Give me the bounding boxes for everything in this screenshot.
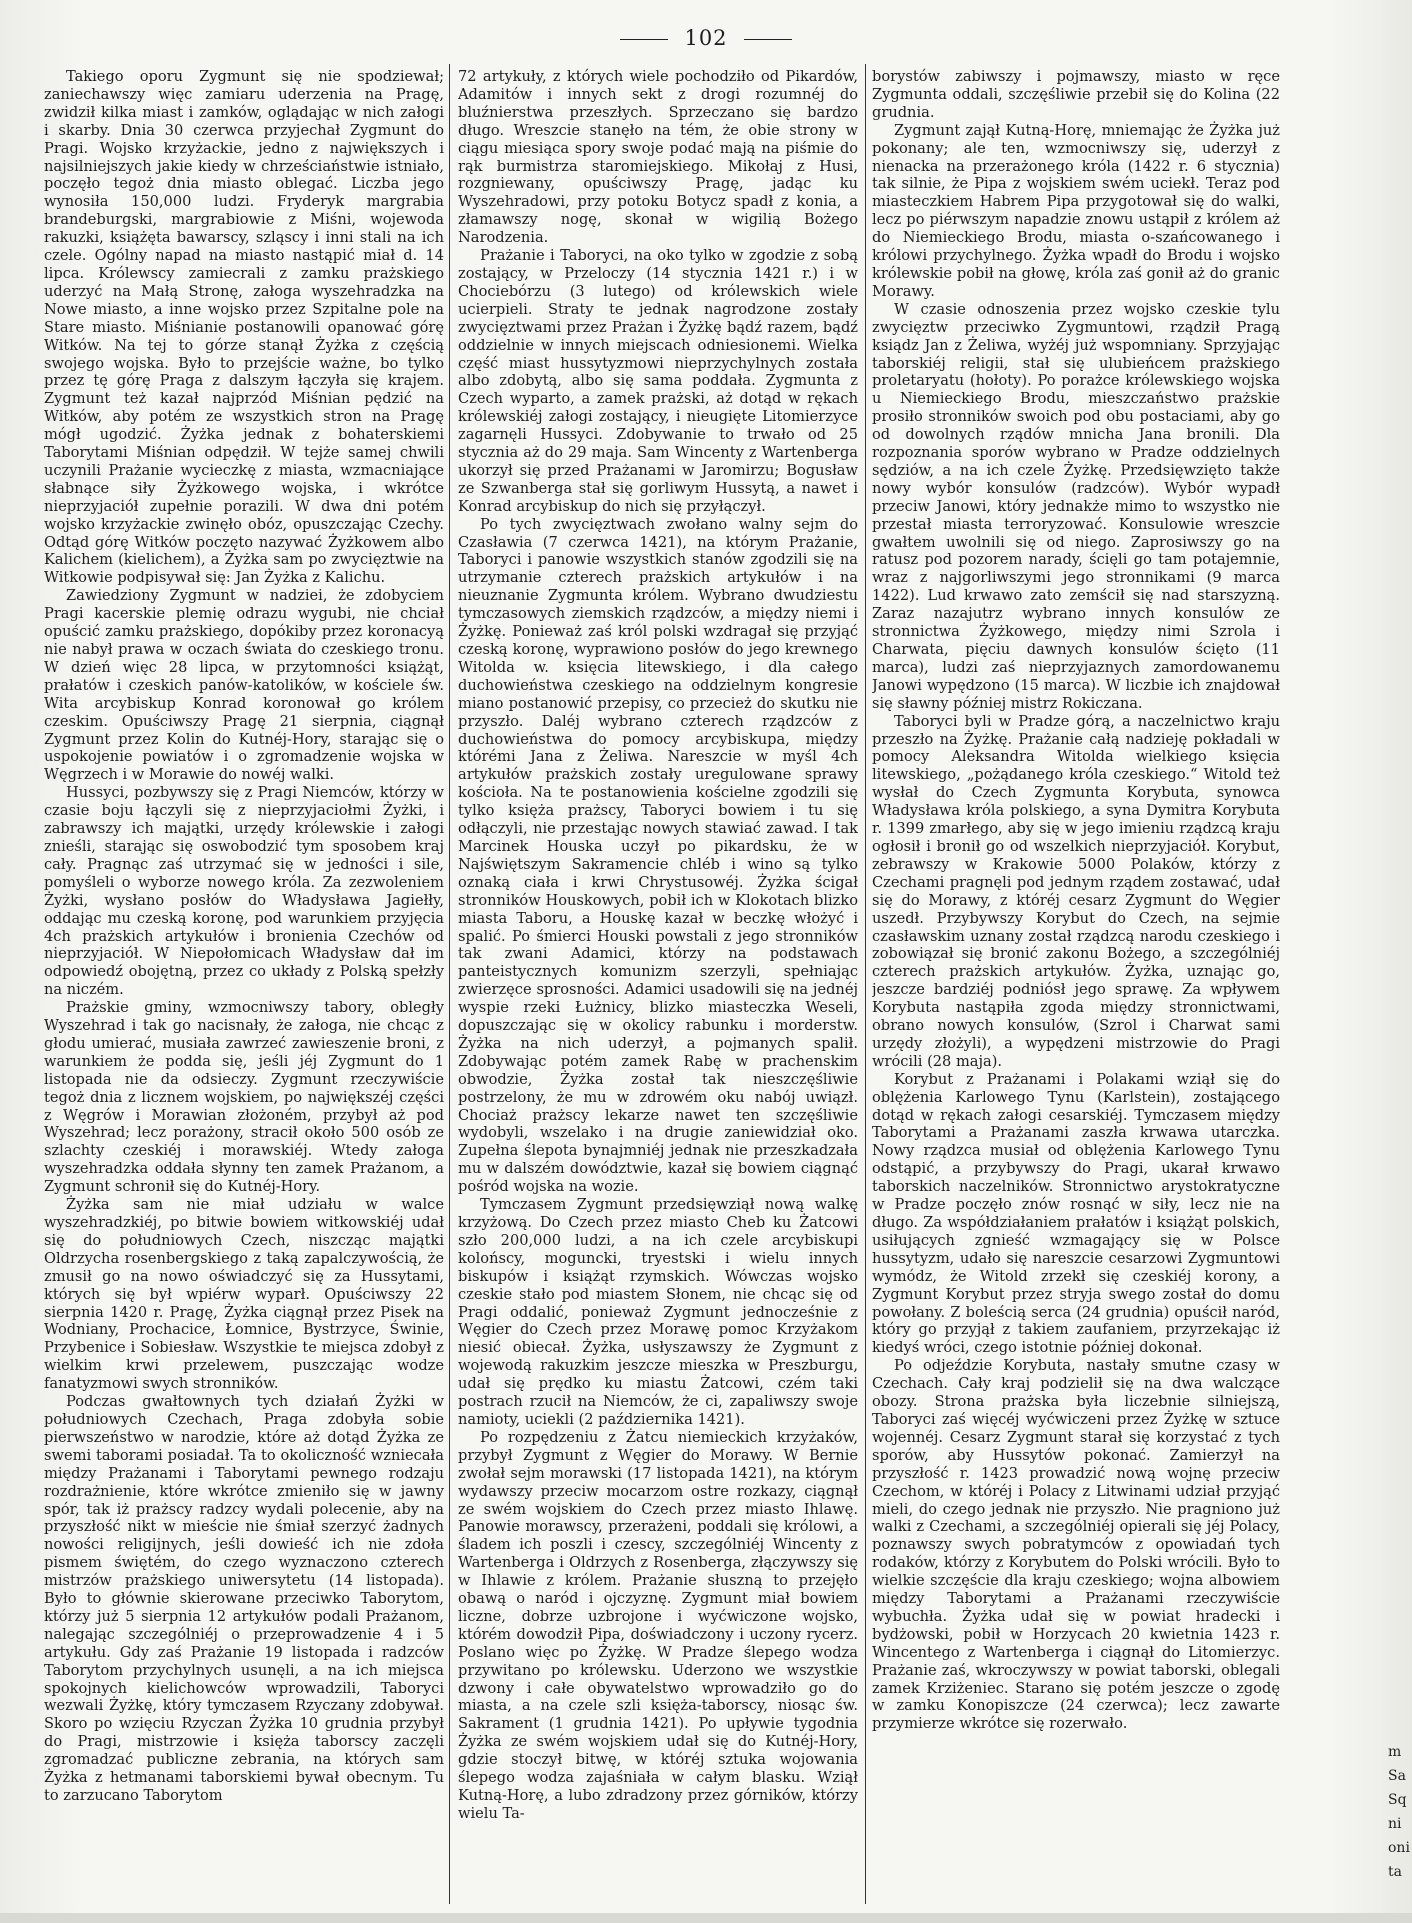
edge-fragment: Sq [1388, 1792, 1407, 1808]
page-header [0, 26, 1412, 50]
edge-fragment: oni [1388, 1840, 1410, 1856]
paragraph: Takiego oporu Zygmunt się nie spodziewał; zaniechawszy więc zamiaru uderzenia na Pragę, zwidził kilka miast i zamków, oglądając w nich załogi i skarby. Dnia 30 czerwca przyjechał Zygmunt do Pragi. Wojsko krzyżackie, jedno z największych i najsilniejszych jakie kiedy w chrześciaństwie istniało, poczęło tegoż dnia miasto oblegać. Liczba jego wynosiła 150,000 ludzi. Fryderyk margrabia brandeburgski, margrabiowie z Miśni, wojewoda rakuzki, książęta bawarscy, szląscy i inni stali na ich czele. Ogólny napad na miasto nastąpić miał d. 14 lipca. Królewscy zamiecrali z zamku prażskiego uderzyć na Małą Stronę, załoga wyszehradzka na Nowe miasto, a inne wojsko przez Szpitalne pole na Stare miasto. Miśnianie postanowili opanować górę Witków. Na tej to górze stanął Żyżka z częścią swojego wojska. Było to przejście ważne, bo tylko przez tę górę Praga z dalszym łączyła się krajem. Zygmunt też kazał najprzód Miśnian pędzić na Witków, aby potém ze wszystkich stron na Pragę mógł ugodzić. Żyżka jednak z bohaterskiemi Taborytami Miśnian odpędził. W tejże samej chwili uczynili Prażanie wycieczkę z miasta, wzmacniające słabnące siły Żyżkowego wojska, i wkrótce nieprzyjaciół zupełnie porazili. W dwa dni potém wojsko krzyżackie zwinęło obóz, opuszczając Czechy. Odtąd górę Witków poczęto nazywać Żyżkowem albo Kalichem (kielichem), a Żyżka sam po zwycięztwie na Witkowie podpisywał się: Jan Żyżka z Kalichu. [44, 68, 444, 587]
text-column-1 [44, 68, 444, 1900]
column-divider [865, 64, 866, 1904]
paragraph: Po tych zwycięztwach zwołano walny sejm do Czasławia (7 czerwca 1421), na którym Prażanie, Taboryci i panowie wszystkich stanów zgodzili się na utrzymanie czterech prażskich artykułów i na nieuznanie Zygmunta królem. Wybrano dwudziestu tymczasowych ziemskich rządzców, a między niemi i Żyżkę. Ponieważ zaś król polski wzdragał się przyjąć czeską koronę, wyprawiono posłów do jego krewnego Witolda w. księcia litewskiego, i dla całego duchowieństwa czeskiego na oddzielnym kongresie miano postanowić przepisy, co przecież do skutku nie przyszło. Daléj wybrano czterech rządzców z duchowieństwa do pomocy arcybiskupa, między którémi Jana z Żeliwa. Nareszcie w myśl 4ch artykułów prażskich zostały uregulowane sprawy kościoła. Na te postanowienia kościelne zgodzili się tylko księża prażscy, Taboryci bowiem i tu się odłączyli, nie przestając nowych stawiać zawad. I tak Marcinek Houska uczył po pikardsku, że w Najświętszym Sakramencie chléb i wino są tylko oznaką ciała i krwi Chrystusowéj. Żyżka ścigał stronników Houskowych, pobił ich w Klokotach blizko miasta Taboru, a Houskę kazał w beczkę włożyć i spalić. Po śmierci Houski powstali z jego stronników tak zwani Adamici, którzy na podstawach panteistycznych komunizm szerzyli, spełniając zwierzęce sprosności. Adamici usadowili się na jednéj wyspie rzeki Łużnicy, blizko miasteczka Weseli, dopuszczając się w okolicy rabunku i morderstw. Żyżka na nich uderzył, a pojmanych spalił. Zdobywając potém zamek Rabę w prachenskim obwodzie, Żyżka został tak nieszczęśliwie postrzelony, że mu w zdrowém oku nabój uwiązł. Chociaż prażscy lekarze nawet ten szczęśliwie wydobyli, wszelako i na drugie zaniewidział oko. Zupełna ślepota bynajmniéj jednak nie przeszkadzała mu w dalszém dowództwie, kazał się bowiem ciągnąć pośród wojska na wozie. [458, 515, 858, 1196]
header-rule-right [744, 39, 792, 40]
paragraph: Prażanie i Taboryci, na oko tylko w zgodzie z sobą zostający, w Przeloczy (14 stycznia 1421 r.) i w Chociebórzu (3 lutego) od królewskich wiele ucierpieli. Straty te jednak nagrodzone zostały zwycięztwami przez Prażan i Żyżkę bądź razem, bądź oddzielnie w innych miejscach odniesionemi. Wielka część miast hussytyzmowi nieprzychylnych została albo zdobytą, albo się sama poddała. Zygmunta z Czech wyparto, a zamek prażski, aż dotąd w rękach królewskiéj załogi zostający, i nieugięte Litomierzyce zagarnęli Hussyci. Zdobywanie to trwało od 25 stycznia aż do 29 maja. Sam Wincenty z Wartenberga ukorzył się przed Prażanami w Jaromirzu; Bogusław ze Szwanberga stał się gorliwym Hussytą, a nawet i Konrad arcybiskup do nich się przyłączył. [458, 247, 858, 515]
text-column-2 [458, 68, 858, 1900]
paragraph: Taboryci byli w Pradze górą, a naczelnictwo kraju przeszło na Żyżkę. Prażanie całą nadzieję pokładali w pomocy Aleksandra Witolda wielkiego księcia litewskiego, „pożądanego króla czeskiego.“ Witold też wysłał do Czech Zygmunta Korybuta, synowca Władysława króla polskiego, a syna Dymitra Korybuta r. 1399 zmarłego, aby się w jego imieniu rządzcą kraju ogłosił i bronił go od wszelkich nieprzyjaciół. Korybut, zebrawszy w Krakowie 5000 Polaków, którzy z Czechami pragnęli pod jednym rządem zostawać, udał się do Morawy, z któréj cesarz Zygmunt do Węgier uszedł. Przybywszy Korybut do Czech, na sejmie czasławskim uznany został rządzcą narodu czeskiego i zobowiązał się bronić zakonu Bożego, a szczególniéj czterech prażskich artykułów. Żyżka, uznając go, jeszcze bardziéj podniósł jego sprawę. Za wpływem Korybuta nastąpiła zgoda między stronnictwami, obrano nowych konsulów, (Szrol i Charwat sami urzędy złożyli), a wypędzeni mistrzowie do Pragi wrócili (28 maja). [872, 712, 1280, 1070]
text-column-3 [872, 68, 1280, 1900]
paragraph: Po odjeździe Korybuta, nastały smutne czasy w Czechach. Cały kraj podzielił się na dwa walczące obozy. Strona prażska była liczebnie silniejszą, Taboryci zaś więcéj wyćwiczeni przez Żyżkę w sztuce wojennéj. Cesarz Zygmunt starał się korzystać z tych sporów, aby Hussytów pokonać. Zamierzył na przyszłość r. 1423 prowadzić nową wojnę przeciw Czechom, w któréj i Polacy z Litwinami udział przyjąć mieli, do czego jednak nie przyszło. Nie pragniono już walki z Czechami, a szczególniéj opierali się jéj Polacy, poznawszy swych pobratymców z opowiadań tych rodaków, którzy z Korybutem do Polski wrócili. Było to wielkie szczęście dla kraju czeskiego; wojna albowiem między Taborytami a Prażanami rzeczywiście wybuchła. Żyżka udał się w powiat hradecki i bydżowski, pobił w Horzycach 20 kwietnia 1423 r. Wincentego z Wartenberga i ciągnął do Litomierzyc. Prażanie zaś, wkroczywszy w powiat taborski, oblegali zamek Krziżeniec. Starano się potém jeszcze o zgodę w zamku Konopiszcze (24 czerwca); lecz zawarte przymierze wkrótce się rozerwało. [872, 1357, 1280, 1733]
paragraph: Żyżka sam nie miał udziału w walce wyszehradzkiéj, po bitwie bowiem witkowskiéj udał się do południowych Czech, niszcząc majątki Oldrzycha rosenbergskiego z taką zapalczywością, że zmusił go na nowo oświadczyć się za Hussytami, których się był wpiérw wyparł. Opuściwszy 22 sierpnia 1420 r. Pragę, Żyżka ciągnął przez Pisek na Wodniany, Prochacice, Łomnice, Bystrzyce, Świnie, Przybenice i Sobiesław. Wszystkie te miejsca zdobył z wielkim krwi przelewem, puszczając wodze fanatyzmowi swych stronników. [44, 1196, 444, 1393]
edge-fragment: ni [1388, 1816, 1402, 1832]
edge-fragment: m [1388, 1744, 1402, 1760]
paragraph: Zygmunt zajął Kutną-Horę, mniemając że Żyżka już pokonany; ale ten, wzmocniwszy się, uderzył z nienacka na przerażonego króla (1422 r. 6 stycznia) tak silnie, że Pipa z wojskiem swém uciekł. Teraz pod miasteczkiem Habrem Pipa przygotował się do walki, lecz po piérwszym napadzie znowu ustąpił z królem aż do Niemieckiego Brodu, miasta o-szańcowanego i królowi przychylnego. Żyżka wpadł do Brodu i wojsko królewskie pobił na głowę, króla zaś gonił aż do granic Morawy. [872, 121, 1280, 300]
paragraph: Po rozpędzeniu z Żatcu niemieckich krzyżaków, przybył Zygmunt z Węgier do Morawy. W Bernie zwołał sejm morawski (17 listopada 1421), na którym wydawszy przeciw mocarzom ostre rozkazy, ciągnął ze swém wojskiem do Czech przez miasto Ihlawę. Panowie morawscy, przerażeni, poddali się królowi, a śladem ich poszli i czescy, szczególniéj Wincenty z Wartenberga i Oldrzych z Rosenberga, złączywszy się w Ihlawie z królem. Prażanie słuszną to przejęło obawą o naród i ojczyznę. Zygmunt miał bowiem liczne, dobrze uzbrojone i wyćwiczone wojsko, którém dowodził Pipa, doświadczony i uczony rycerz. Poslano więc po Żyżkę. W Pradze ślepego wodza przywitano po królewsku. Uderzono we wszystkie dzwony i całe obywatelstwo wprowadziło go do miasta, a na czele szli księża-taborscy, niosąc św. Sakrament (1 grudnia 1421). Po upływie tygodnia Żyżka ze swém wojskiem udał się do Kutnéj-Hory, gdzie stoczył bitwę, w któréj sztuka wojowania ślepego wodza zajaśniała w całym blasku. Wziął Kutną-Horę, a lubo zdradzony przez górników, którzy wielu Ta- [458, 1428, 858, 1822]
page-number: 102 [684, 26, 728, 50]
paragraph: Prażskie gminy, wzmocniwszy tabory, obległy Wyszehrad i tak go nacisnały, że załoga, nie chcąc z głodu umierać, musiała zawrzeć zawieszenie broni, z warunkiem że podda się, jeśli jéj Zygmunt do 1 listopada nie da odsieczy. Zygmunt rzeczywiście tegoż dnia z licznem wojskiem, po największéj części z Węgrów i Morawian złożoném, przybył aż pod Wyszehrad; lecz porażony, stracił około 500 osób ze szlachty czeskiéj i morawskiéj. Wtedy załoga wyszehradzka oddała słynny ten zamek Prażanom, a Zygmunt schronił się do Kutnéj-Hory. [44, 999, 444, 1196]
paragraph: 72 artykuły, z których wiele pochodziło od Pikardów, Adamitów i innych sekt z drogi rozumnéj do bluźnierstwa przeszłych. Sprzeczano się bardzo długo. Wreszcie stanęło na tém, że obie strony w ciągu miesiąca spory swoje podać mają na piśmie do rąk burmistrza staromiejskiego. Mikołaj z Husi, rozgniewany, opuściwszy Pragę, jadąc ku Wyszehradowi, przy potoku Botycz spadł z konia, a złamawszy nogę, skonał w wigilią Bożego Narodzenia. [458, 68, 858, 247]
paragraph: Tymczasem Zygmunt przedsięwziął nową walkę krzyżową. Do Czech przez miasto Cheb ku Żatcowi szło 200,000 ludzi, a na ich czele arcybiskupi kolońscy, moguncki, tryestski i wielu innych biskupów i książąt rzymskich. Wówczas wojsko czeskie stało pod miastem Słonem, nie chcąc się od Pragi oddalić, ponieważ Zygmunt jednocześnie z Węgier do Czech przez Morawę pomoc Krzyżakom niesić obiecał. Żyżka, usłyszawszy że Zygmunt z wojewodą rakuzkim jeszcze mieszka w Preszburgu, udał się prędko ku miastu Żatcowi, czém taki postrach rzucił na Niemców, że ci, zapaliwszy swoje namioty, uciekli (2 października 1421). [458, 1196, 858, 1428]
adjacent-page-edge [1388, 1740, 1412, 1884]
paragraph: Zawiedziony Zygmunt w nadziei, że zdobyciem Pragi kacerskie plemię odrazu wygubi, nie chciał opuścić zamku prażskiego, dopókiby przez koronacyą nie nabył prawa w oczach świata do czeskiego tronu. W dzień więc 28 lipca, w przytomności książąt, prałatów i czeskich panów-katolików, w kościele św. Wita arcybiskup Konrad koronował go królem czeskim. Opuściwszy Pragę 21 sierpnia, ciągnął Zygmunt przez Kolin do Kutnéj-Hory, starając się o uspokojenie powiatów i o zgromadzenie wojska w Węgrzech i w Morawie do nowéj walki. [44, 587, 444, 784]
paragraph: W czasie odnoszenia przez wojsko czeskie tylu zwycięztw przeciwko Zygmuntowi, rządził Pragą ksiądz Jan z Żeliwa, wyżéj już wspomniany. Sprzyjając taborskiéj religii, stał się ulubieńcem prażskiego proletaryatu (hołoty). Po porażce królewskiego wojska u Niemieckiego Brodu, mieszczaństwo prażskie prosiło stronników swoich pod obu postaciami, aby go od dowolnych rządów mnicha Jana bronili. Dla rozpoznania sporów wybrano w Pradze oddzielnych sędziów, a na ich czele Żyżkę. Przedsięwzięto także nowy wybór konsulów (radzców). Wybór wypadł przeciw Janowi, który jednakże mimo to wszystko nie przestał miasta terroryzować. Konsulowie wreszcie gwałtem uwolnili się od niego. Zaprosiwszy go na ratusz pod pozorem narady, ścięli go tam potajemnie, wraz z najgorliwszymi jego stronnikami (9 marca 1422). Lud krwawo zato zemścił się nad starszyzną. Zaraz nazajutrz wybrano innych konsulów ze stronnictwa Żyżkowego, między nimi Szrola i Charwata, pięciu dawnych konsulów ścięto (11 marca), ludzi zaś nieprzyjaznych zamordowanemu Janowi wypędzono (15 marca). W liczbie ich znajdował się sławny później mistrz Rokiczana. [872, 300, 1280, 712]
paragraph: borystów zabiwszy i pojmawszy, miasto w ręce Zygmunta oddali, szczęśliwie przebił się do Kolina (22 grudnia. [872, 68, 1280, 121]
header-rule-left [620, 39, 668, 40]
column-divider [449, 64, 450, 1904]
edge-fragment: Sa [1388, 1768, 1406, 1784]
paragraph: Hussyci, pozbywszy się z Pragi Niemców, którzy w czasie boju łączyli się z nieprzyjaciołmi Żyżki, i zabrawszy ich majątki, urzędy królewskie i załogi znieśli, starając się oswobodzić tym sposobem kraj cały. Pragnąc zaś utrzymać się w jedności i sile, pomyśleli o wyborze nowego króla. Za zezwoleniem Żyżki, wysłano posłów do Władysława Jagiełły, oddając mu czeską koronę, pod warunkiem przyjęcia 4ch prażskich artykułów i bronienia Czechów od nieprzyjaciół. W Niepołomicach Władysław dał im odpowiedź obojętną, przez co układy z Polską spełzły na niczém. [44, 784, 444, 999]
page-bottom-shadow [0, 1913, 1412, 1923]
edge-fragment: ta [1388, 1864, 1402, 1880]
paragraph: Podczas gwałtownych tych działań Żyżki w południowych Czechach, Praga zdobyła sobie pierwszeństwo w narodzie, które aż dotąd Żyżka ze swemi taborami posiadał. Ta to okoliczność wzniecała między Prażanami i Taborytami pewnego rodzaju rozdrażnienie, które wkrótce zmieniło się w jawny spór, tak iż prażscy radzcy wydali polecenie, aby na przyszłość nikt w mieście nie śmiał szerzyć żadnych nowości religijnych, jeśli dowieść ich nie zdoła pismem świętém, do czego wyznaczono czterech mistrzów prażskiego uniwersytetu (14 listopada). Było to głównie skierowane przeciwko Taborytom, którzy już 5 sierpnia 12 artykułów podali Prażanom, nalegając szczególniéj o przeprowadzenie 4 i 5 artykułu. Gdy zaś Prażanie 19 listopada i radzców Taborytom przychylnych usunęli, a na ich miejsca spokojnych kielichowców wprowadzili, Taboryci wezwali Żyżkę, który tymczasem Rzyczany zdobywał. Skoro po wzięciu Rzyczan Żyżka 10 grudnia przybył do Pragi, mistrzowie i księża taborscy zaczęli zgromadzać publiczne zebrania, na których sam Żyżka z hetmanami taborskiemi bywał obecnym. Tu to zarzucano Taborytom [44, 1393, 444, 1804]
paragraph: Korybut z Prażanami i Polakami wziął się do oblężenia Karlowego Tynu (Karlstein), zostającego dotąd w rękach załogi cesarskiéj. Tymczasem między Taborytami a Prażanami zaszła krwawa utarczka. Nowy rządzca musiał od oblężenia Karlowego Tynu odstąpić, a przybywszy do Pragi, ukarał krwawo taborskich naczelników. Stronnictwo arystokratyczne w Pradze poczęło znów rosnąć w siły, lecz nie na długo. Za współdziałaniem prałatów i książąt polskich, usiłujących zgnieść wzmagający się w Polsce hussytyzm, udało się nareszcie cesarzowi Zygmuntowi wymódz, że Witold zrzekł się czeskiéj korony, a Zygmunt Korybut przez stryja swego został do domu powołany. Z boleścią serca (24 grudnia) opuścił naród, który go przyjął z takiem zaufaniem, przyrzekając iż kiedyś wróci, czego istotnie później dokonał. [872, 1070, 1280, 1357]
